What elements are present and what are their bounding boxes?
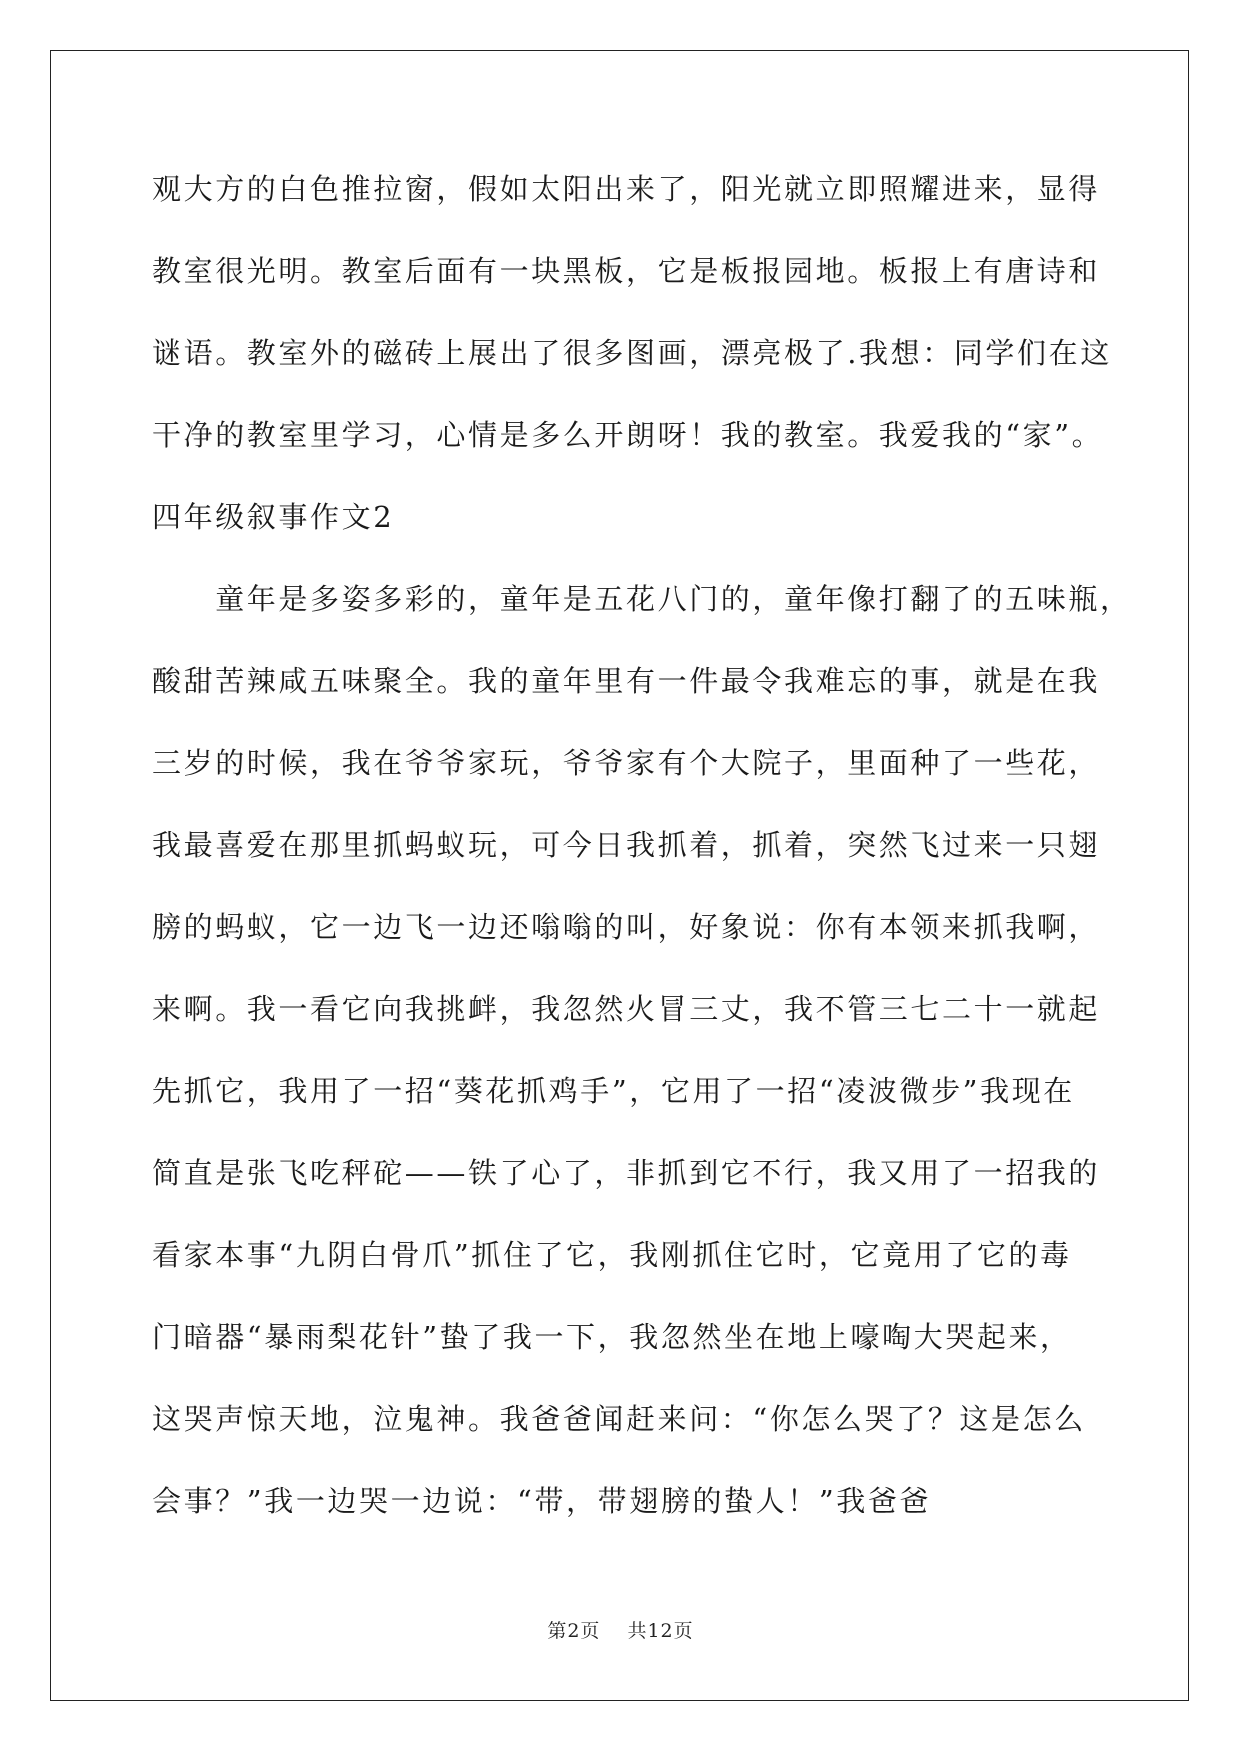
text-line: 看家本事“九阴白骨爪”抓住了它，我刚抓住它时，它竟用了它的毒 bbox=[152, 1238, 1072, 1272]
text-line: 膀的蚂蚁，它一边飞一边还嗡嗡的叫，好象说：你有本领来抓我啊， bbox=[152, 910, 1101, 944]
page-number-current: 第2页 bbox=[547, 1620, 601, 1642]
text-line: 谜语。教室外的磁砖上展出了很多图画，漂亮极了.我想：同学们在这 bbox=[152, 336, 1112, 370]
page-footer bbox=[0, 1616, 1241, 1643]
text-line: 酸甜苦辣咸五味聚全。我的童年里有一件最令我难忘的事，就是在我 bbox=[152, 664, 1101, 698]
text-line: 观大方的白色推拉窗，假如太阳出来了，阳光就立即照耀进来，显得 bbox=[152, 172, 1101, 206]
text-line: 童年是多姿多彩的，童年是五花八门的，童年像打翻了的五味瓶， bbox=[152, 582, 1132, 616]
section-heading: 四年级叙事作文2 bbox=[152, 500, 395, 534]
text-line: 会事？”我一边哭一边说：“带，带翅膀的蛰人！”我爸爸 bbox=[152, 1484, 932, 1518]
text-line: 简直是张飞吃秤砣——铁了心了，非抓到它不行，我又用了一招我的 bbox=[152, 1156, 1101, 1190]
text-line: 门暗器“暴雨梨花针”蛰了我一下，我忽然坐在地上嚎啕大哭起来， bbox=[152, 1320, 1072, 1354]
text-line: 我最喜爱在那里抓蚂蚁玩，可今日我抓着，抓着，突然飞过来一只翅 bbox=[152, 828, 1101, 862]
text-line: 这哭声惊天地，泣鬼神。我爸爸闻赶来问：“你怎么哭了？这是怎么 bbox=[152, 1402, 1086, 1436]
text-line: 三岁的时候，我在爷爷家玩，爷爷家有个大院子，里面种了一些花， bbox=[152, 746, 1101, 780]
page-number-total: 共12页 bbox=[627, 1620, 694, 1642]
text-line: 来啊。我一看它向我挑衅，我忽然火冒三丈，我不管三七二十一就起 bbox=[152, 992, 1101, 1026]
text-line: 干净的教室里学习，心情是多么开朗呀！我的教室。我爱我的“家”。 bbox=[152, 418, 1104, 452]
text-line: 先抓它，我用了一招“葵花抓鸡手”，它用了一招“凌波微步”我现在 bbox=[152, 1074, 1075, 1108]
text-line: 教室很光明。教室后面有一块黑板，它是板报园地。板报上有唐诗和 bbox=[152, 254, 1101, 288]
document-body bbox=[152, 158, 1132, 1552]
